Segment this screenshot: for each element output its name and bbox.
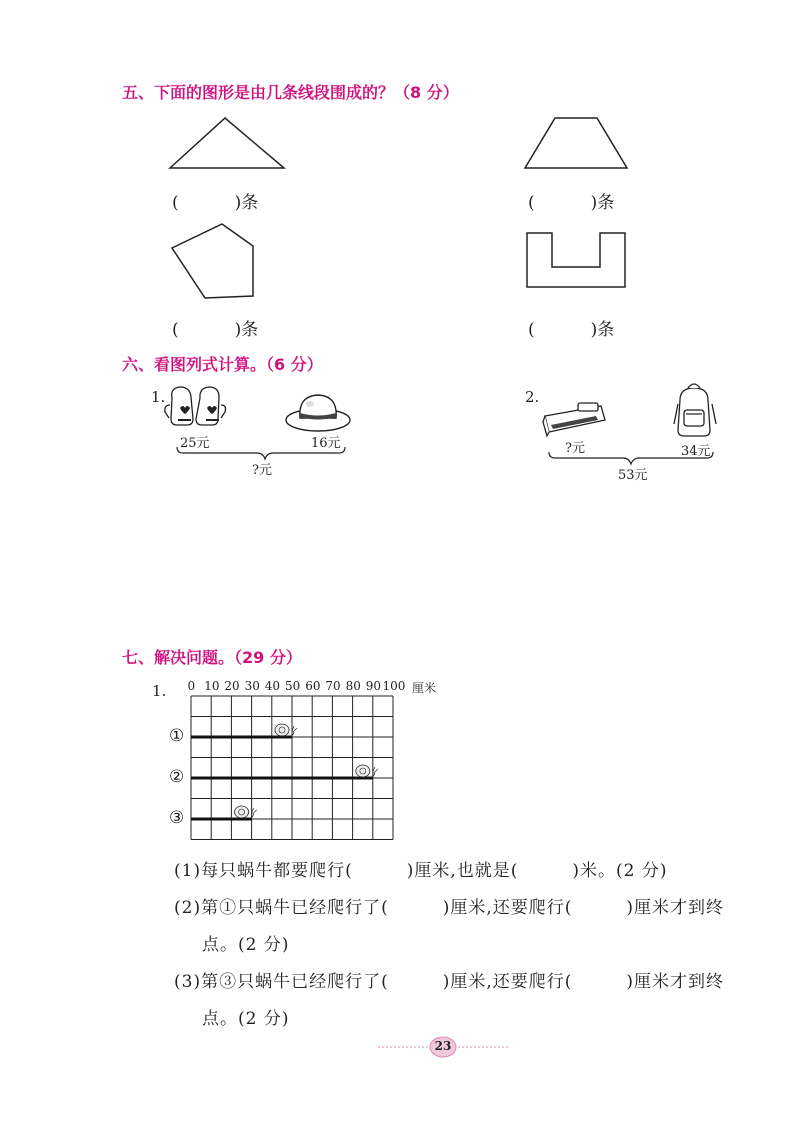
open-paren: (: [172, 320, 179, 340]
section-5-title: 五、下面的图形是由几条线段围成的？（8 分）: [122, 83, 459, 102]
question-1: (1)每只蜗牛都要爬行( )厘米,也就是( )米。(2 分): [174, 861, 668, 881]
problem-2-left-price: ?元: [565, 441, 585, 456]
close-paren-unit: )条: [590, 193, 615, 213]
ruler-tick-label: 10: [204, 679, 220, 693]
question-3-line-2: 点。(2 分): [202, 1009, 290, 1029]
ruler-tick-label: 90: [365, 679, 382, 693]
section-6-title: 六、看图列式计算。（6 分）: [122, 355, 323, 374]
row-label: ③: [169, 808, 185, 828]
ruler-tick-label: 40: [264, 679, 281, 693]
problem-7-1-number: 1.: [152, 682, 167, 700]
ruler-tick-label: 80: [345, 679, 361, 693]
open-paren: (: [528, 193, 535, 213]
ruler-unit: 厘米: [412, 681, 437, 695]
ruler-tick-label: 100: [382, 679, 406, 693]
ruler-tick-label: 50: [285, 679, 301, 693]
section-7-title: 七、解决问题。（29 分）: [122, 648, 302, 667]
ruler-tick-label: 60: [305, 679, 321, 693]
problem-1-number: 1.: [151, 388, 166, 406]
problem-2-number: 2.: [525, 388, 540, 406]
close-paren-unit: )条: [590, 320, 615, 340]
problem-1-total: ?元: [252, 463, 272, 478]
problem-1-left-price: 25元: [180, 436, 210, 451]
question-2-line-1: (2)第①只蜗牛已经爬行了( )厘米,还要爬行( )厘米才到终: [174, 898, 725, 918]
close-paren-unit: )条: [234, 193, 259, 213]
question-3-line-1: (3)第③只蜗牛已经爬行了( )厘米,还要爬行( )厘米才到终: [174, 972, 725, 992]
ruler-tick-label: 0: [187, 679, 196, 693]
ruler-tick-label: 70: [325, 679, 341, 693]
ruler-tick-label: 30: [244, 679, 260, 693]
ruler-tick-label: 20: [224, 679, 240, 693]
page-number: 23: [434, 1039, 452, 1053]
problem-1-right-price: 16元: [311, 436, 341, 451]
problem-2-total: 53元: [618, 468, 648, 483]
row-label: ①: [169, 726, 185, 746]
open-paren: (: [528, 320, 535, 340]
open-paren: (: [172, 193, 179, 213]
row-label: ②: [169, 767, 185, 787]
question-2-line-2: 点。(2 分): [202, 935, 290, 955]
problem-2-right-price: 34元: [681, 444, 711, 459]
close-paren-unit: )条: [234, 320, 259, 340]
